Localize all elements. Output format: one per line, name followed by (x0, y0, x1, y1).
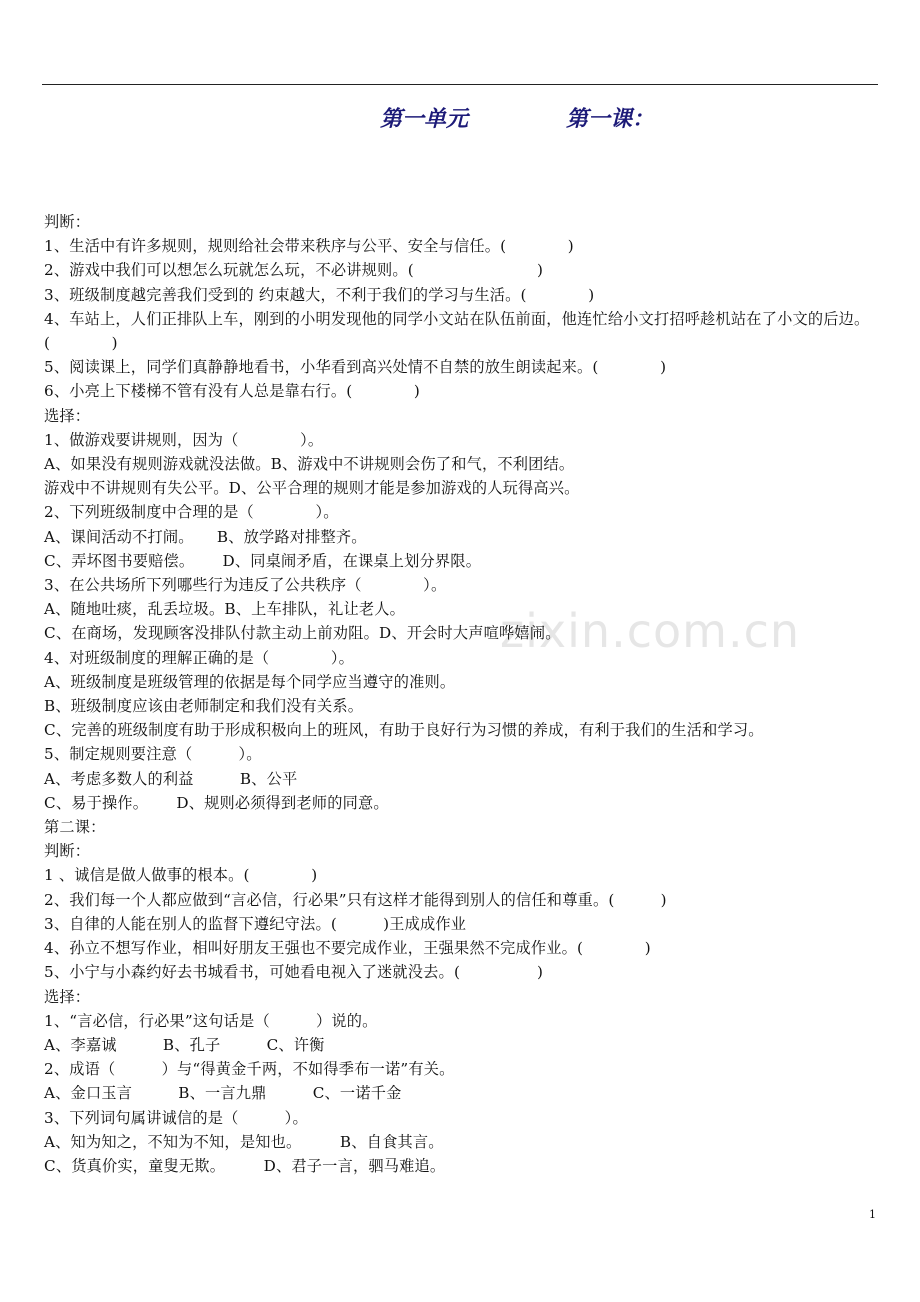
page-title (0, 102, 920, 136)
text-line: 3、班级制度越完善我们受到的 约束越大，不利于我们的学习与生活。( ) (44, 285, 595, 304)
text-line: A、如果没有规则游戏就没法做。B、游戏中不讲规则会伤了和气，不利团结。 (44, 455, 575, 474)
text-line: 5、小宁与小森约好去书城看书，可她看电视入了迷就没去。( ) (44, 963, 544, 982)
text-line: 3、自律的人能在别人的监督下遵纪守法。( )王成成作业 (44, 914, 467, 933)
text-line: A、李嘉诚 B、孔子 C、许衡 (44, 1035, 325, 1054)
document-body (44, 210, 884, 1178)
lesson-title: 第一课： (566, 107, 655, 132)
text-line: A、知为知之，不知为不知，是知也。 B、自食其言。 (44, 1132, 444, 1151)
text-line: 5、阅读课上，同学们真静静地看书，小华看到高兴处情不自禁的放生朗读起来。( ) (44, 358, 667, 377)
text-line: 5、制定规则要注意（ ）。 (44, 745, 262, 764)
text-line: C、货真价实，童叟无欺。 D、君子一言，驷马难追。 (44, 1156, 446, 1175)
header-rule (42, 84, 878, 85)
text-line: 4、对班级制度的理解正确的是（ ）。 (44, 648, 355, 667)
text-line: C、在商场，发现顾客没排队付款主动上前劝阻。D、开会时大声喧哗嬉闹。 (44, 624, 561, 643)
text-line: 6、小亮上下楼梯不管有没有人总是靠右行。( ) (44, 382, 421, 401)
watermark: zixin.com.cn (500, 604, 801, 658)
text-line: A、随地吐痰，乱丢垃圾。B、上车排队，礼让老人。 (44, 600, 406, 619)
text-line: 2、成语（ ）与“得黄金千两，不如得季布一诺”有关。 (44, 1060, 455, 1079)
text-line: 1 、诚信是做人做事的根本。( ) (44, 866, 318, 885)
text-line: A、课间活动不打闹。 B、放学路对排整齐。 (44, 527, 367, 546)
text-line: 4、孙立不想写作业，相叫好朋友王强也不要完成作业，王强果然不完成作业。( ) (44, 939, 651, 958)
text-line: C、易于操作。 D、规则必须得到老师的同意。 (44, 793, 389, 812)
text-line: A、班级制度是班级管理的依据是每个同学应当遵守的准则。 (44, 672, 456, 691)
text-line: 1、生活中有许多规则，规则给社会带来秩序与公平、安全与信任。( ) (44, 237, 574, 256)
unit-title: 第一单元 (380, 107, 469, 132)
text-line: A、金口玉言 B、一言九鼎 C、一诺千金 (44, 1084, 402, 1103)
text-line: 选择： (44, 987, 91, 1006)
text-line: B、班级制度应该由老师制定和我们没有关系。 (44, 697, 364, 716)
text-line: 1、“言必信，行必果”这句话是（ ）说的。 (44, 1011, 378, 1030)
text-line: C、弄坏图书要赔偿。 D、同桌闹矛盾，在课桌上划分界限。 (44, 551, 482, 570)
text-line: 2、游戏中我们可以想怎么玩就怎么玩，不必讲规则。( ) (44, 261, 544, 280)
text-line: 3、在公共场所下列哪些行为违反了公共秩序（ ）。 (44, 576, 447, 595)
text-line: 判断： (44, 213, 91, 231)
text-line: 4、车站上，人们正排队上车，刚到的小明发现他的同学小文站在队伍前面，他连忙给小文打招呼趁机站在了小文的后边。( ) (44, 309, 870, 353)
text-line: 2、下列班级制度中合理的是（ ）。 (44, 503, 339, 522)
text-line: A、考虑多数人的利益 B、公平 (44, 769, 298, 788)
text-line: 3、下列词句属讲诚信的是（ ）。 (44, 1108, 308, 1127)
text-line: 游戏中不讲规则有失公平。D、公平合理的规则才能是参加游戏的人玩得高兴。 (44, 479, 580, 498)
text-line: 判断： (44, 842, 91, 861)
text-line: 1、做游戏要讲规则，因为（ ）。 (44, 430, 324, 449)
page-number: 1 (869, 1208, 876, 1221)
text-line: 2、我们每一个人都应做到“言必信，行必果”只有这样才能得到别人的信任和尊重。( ) (44, 890, 667, 909)
text-line: C、完善的班级制度有助于形成积极向上的班风，有助于良好行为习惯的养成，有利于我们的生活和学习。 (44, 721, 764, 740)
text-line: 选择： (44, 406, 91, 425)
text-line: 第二课： (44, 818, 106, 837)
